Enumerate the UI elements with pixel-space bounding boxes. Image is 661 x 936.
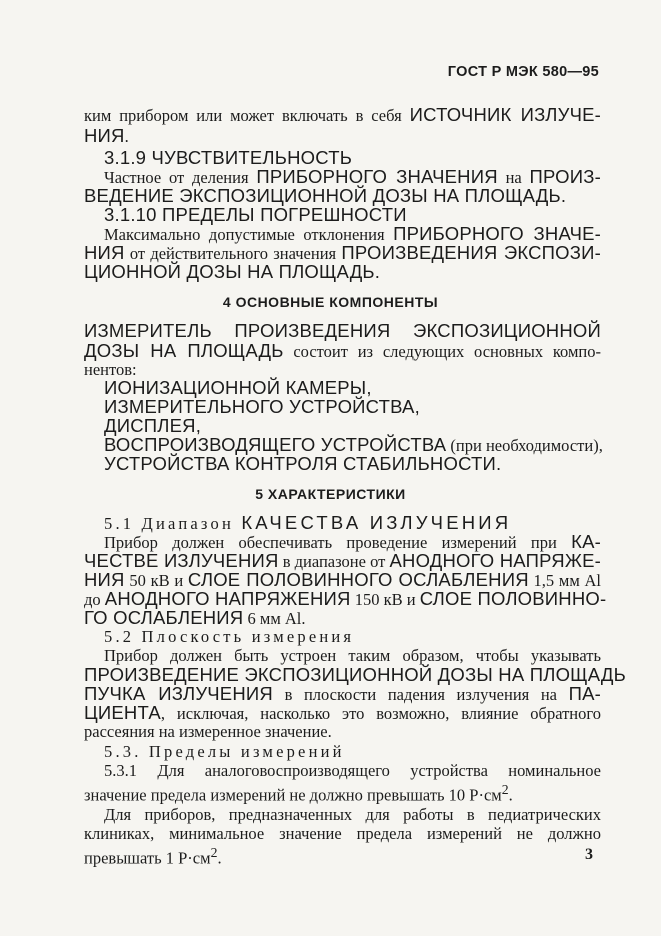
- text-run: значение предела измерений не должно превышать 10 Р·см: [84, 785, 502, 805]
- component-item: УСТРОЙСТВА КОНТРОЛЯ СТАБИЛЬНОСТИ.: [104, 453, 502, 474]
- term-run: НИЯ: [84, 242, 125, 263]
- text-line: [84, 126, 601, 147]
- text-run: 5.1 Диапазон: [104, 514, 242, 533]
- term-run: ПРИБОРНОГО ЗНАЧЕНИЯ: [256, 166, 498, 187]
- term-run: ЦИЕНТА: [84, 702, 161, 723]
- term-run: СЛОЕ ПОЛОВИННО-: [419, 588, 607, 609]
- text-line: рассеяния на измеренное значение.: [84, 722, 332, 741]
- text-run: в диапазоне от: [278, 552, 390, 571]
- text-run: .: [124, 127, 129, 146]
- clause-3-1-9-heading: 3.1.9 ЧУВСТВИТЕЛЬНОСТЬ: [104, 147, 353, 168]
- text-line: Для приборов, предназначенных для работы в педиатрических: [104, 805, 601, 824]
- clause-3-1-10-heading: 3.1.10 ПРЕДЕЛЫ ПОГРЕШНОСТИ: [104, 204, 407, 225]
- superscript: 2: [210, 845, 218, 860]
- page-number: 3: [585, 846, 593, 863]
- text-run: 50 кВ и: [124, 571, 188, 590]
- text-line: нентов:: [84, 360, 137, 379]
- section-4-heading: 4 ОСНОВНЫЕ КОМПОНЕНТЫ: [222, 294, 439, 310]
- text-line: ВЕДЕНИЕ ЭКСПОЗИЦИОННОЙ ДОЗЫ НА ПЛОЩАДЬ.: [84, 185, 567, 206]
- term-run: ПРОИЗВЕДЕНИЯ ЭКСПОЗИ-: [341, 242, 602, 263]
- text-run: Частное от деления: [104, 168, 257, 187]
- text-line: клиниках, минимальное значение предела измерений не должно: [84, 824, 601, 843]
- term-run: ПУЧКА ИЗЛУЧЕНИЯ: [84, 683, 273, 704]
- term-run: АНОДНОГО НАПРЯЖЕ-: [389, 550, 602, 571]
- text-run: превышать 1 Р·см: [84, 848, 211, 868]
- term-run: КА-: [571, 531, 601, 552]
- text-line: Прибор должен быть устроен таким образом, чтобы указывать: [104, 646, 601, 665]
- term-run: ИСТОЧНИК ИЗЛУЧЕ-: [409, 104, 601, 125]
- text-line: ПРОИЗВЕДЕНИЕ ЭКСПОЗИЦИОННОЙ ДОЗЫ НА ПЛОЩАДЬ: [84, 664, 626, 685]
- term-run: ПА-: [568, 683, 601, 704]
- term-run: НИЯ: [84, 125, 125, 146]
- text-line: 5.3.1 Для аналоговоспроизводящего устройства номинальное: [104, 761, 601, 780]
- text-run: 150 кВ и: [350, 590, 420, 609]
- superscript: 2: [501, 782, 509, 797]
- text-line: [84, 608, 601, 629]
- text-run: от действительного значения: [124, 244, 342, 263]
- component-item: ДИСПЛЕЯ,: [104, 415, 202, 436]
- term-run: ДОЗЫ НА ПЛОЩАДЬ: [84, 340, 284, 361]
- term-run: ПРИБОРНОГО ЗНАЧЕ-: [393, 223, 601, 244]
- standard-code-header: ГОСТ Р МЭК 580—95: [447, 64, 599, 80]
- text-run: , исключая, насколько это возможно, влияние обратного: [160, 704, 601, 723]
- term-run: ВОСПРОИЗВОДЯЩЕГО УСТРОЙСТВА: [104, 434, 447, 455]
- clause-5-3-heading: 5.3. Пределы измерений: [104, 742, 345, 761]
- clause-5-1-heading: [104, 513, 601, 534]
- term-run: ЧЕСТВЕ ИЗЛУЧЕНИЯ: [84, 550, 279, 571]
- text-run: .: [217, 848, 222, 868]
- text-line: [84, 105, 601, 126]
- section-5-heading: 5 ХАРАКТЕРИСТИКИ: [255, 486, 406, 502]
- term-run: СЛОЕ ПОЛОВИННОГО ОСЛАБЛЕНИЯ: [187, 569, 529, 590]
- component-item: ИЗМЕРИТЕЛЬНОГО УСТРОЙСТВА,: [104, 396, 420, 417]
- text-run: (при необходимости),: [446, 436, 603, 455]
- text-line: [84, 780, 601, 806]
- text-run: .: [508, 785, 513, 805]
- text-line: [84, 341, 601, 362]
- term-run: КАЧЕСТВА ИЗЛУЧЕНИЯ: [241, 512, 512, 533]
- text-run: состоит из следующих основных компо-: [283, 342, 601, 361]
- term-run: ПРОИЗ-: [529, 166, 601, 187]
- text-line: [84, 684, 601, 705]
- component-item: ИОНИЗАЦИОННОЙ КАМЕРЫ,: [104, 377, 372, 398]
- text-run: до: [84, 590, 105, 609]
- text-line: [84, 703, 601, 724]
- text-run: Прибор должен обеспечивать проведение измерений при: [104, 533, 572, 552]
- term-run: АНОДНОГО НАПРЯЖЕНИЯ: [104, 588, 351, 609]
- text-run: 6 мм Al.: [243, 609, 306, 628]
- text-run: Максимально допустимые отклонения: [104, 225, 394, 244]
- text-line: ИЗМЕРИТЕЛЬ ПРОИЗВЕДЕНИЯ ЭКСПОЗИЦИОННОЙ: [84, 320, 601, 341]
- text-run: на: [497, 168, 530, 187]
- text-run: 1,5 мм Al: [528, 571, 601, 590]
- term-run: НИЯ: [84, 569, 125, 590]
- term-run: ГО ОСЛАБЛЕНИЯ: [84, 607, 244, 628]
- text-line: ЦИОННОЙ ДОЗЫ НА ПЛОЩАДЬ.: [84, 261, 381, 282]
- text-run: в плоскости падения излучения на: [272, 685, 569, 704]
- text-run: ким прибором или может включать в себя: [84, 106, 410, 125]
- text-line: [84, 843, 601, 869]
- clause-5-2-heading: 5.2 Плоскость измерения: [104, 627, 355, 646]
